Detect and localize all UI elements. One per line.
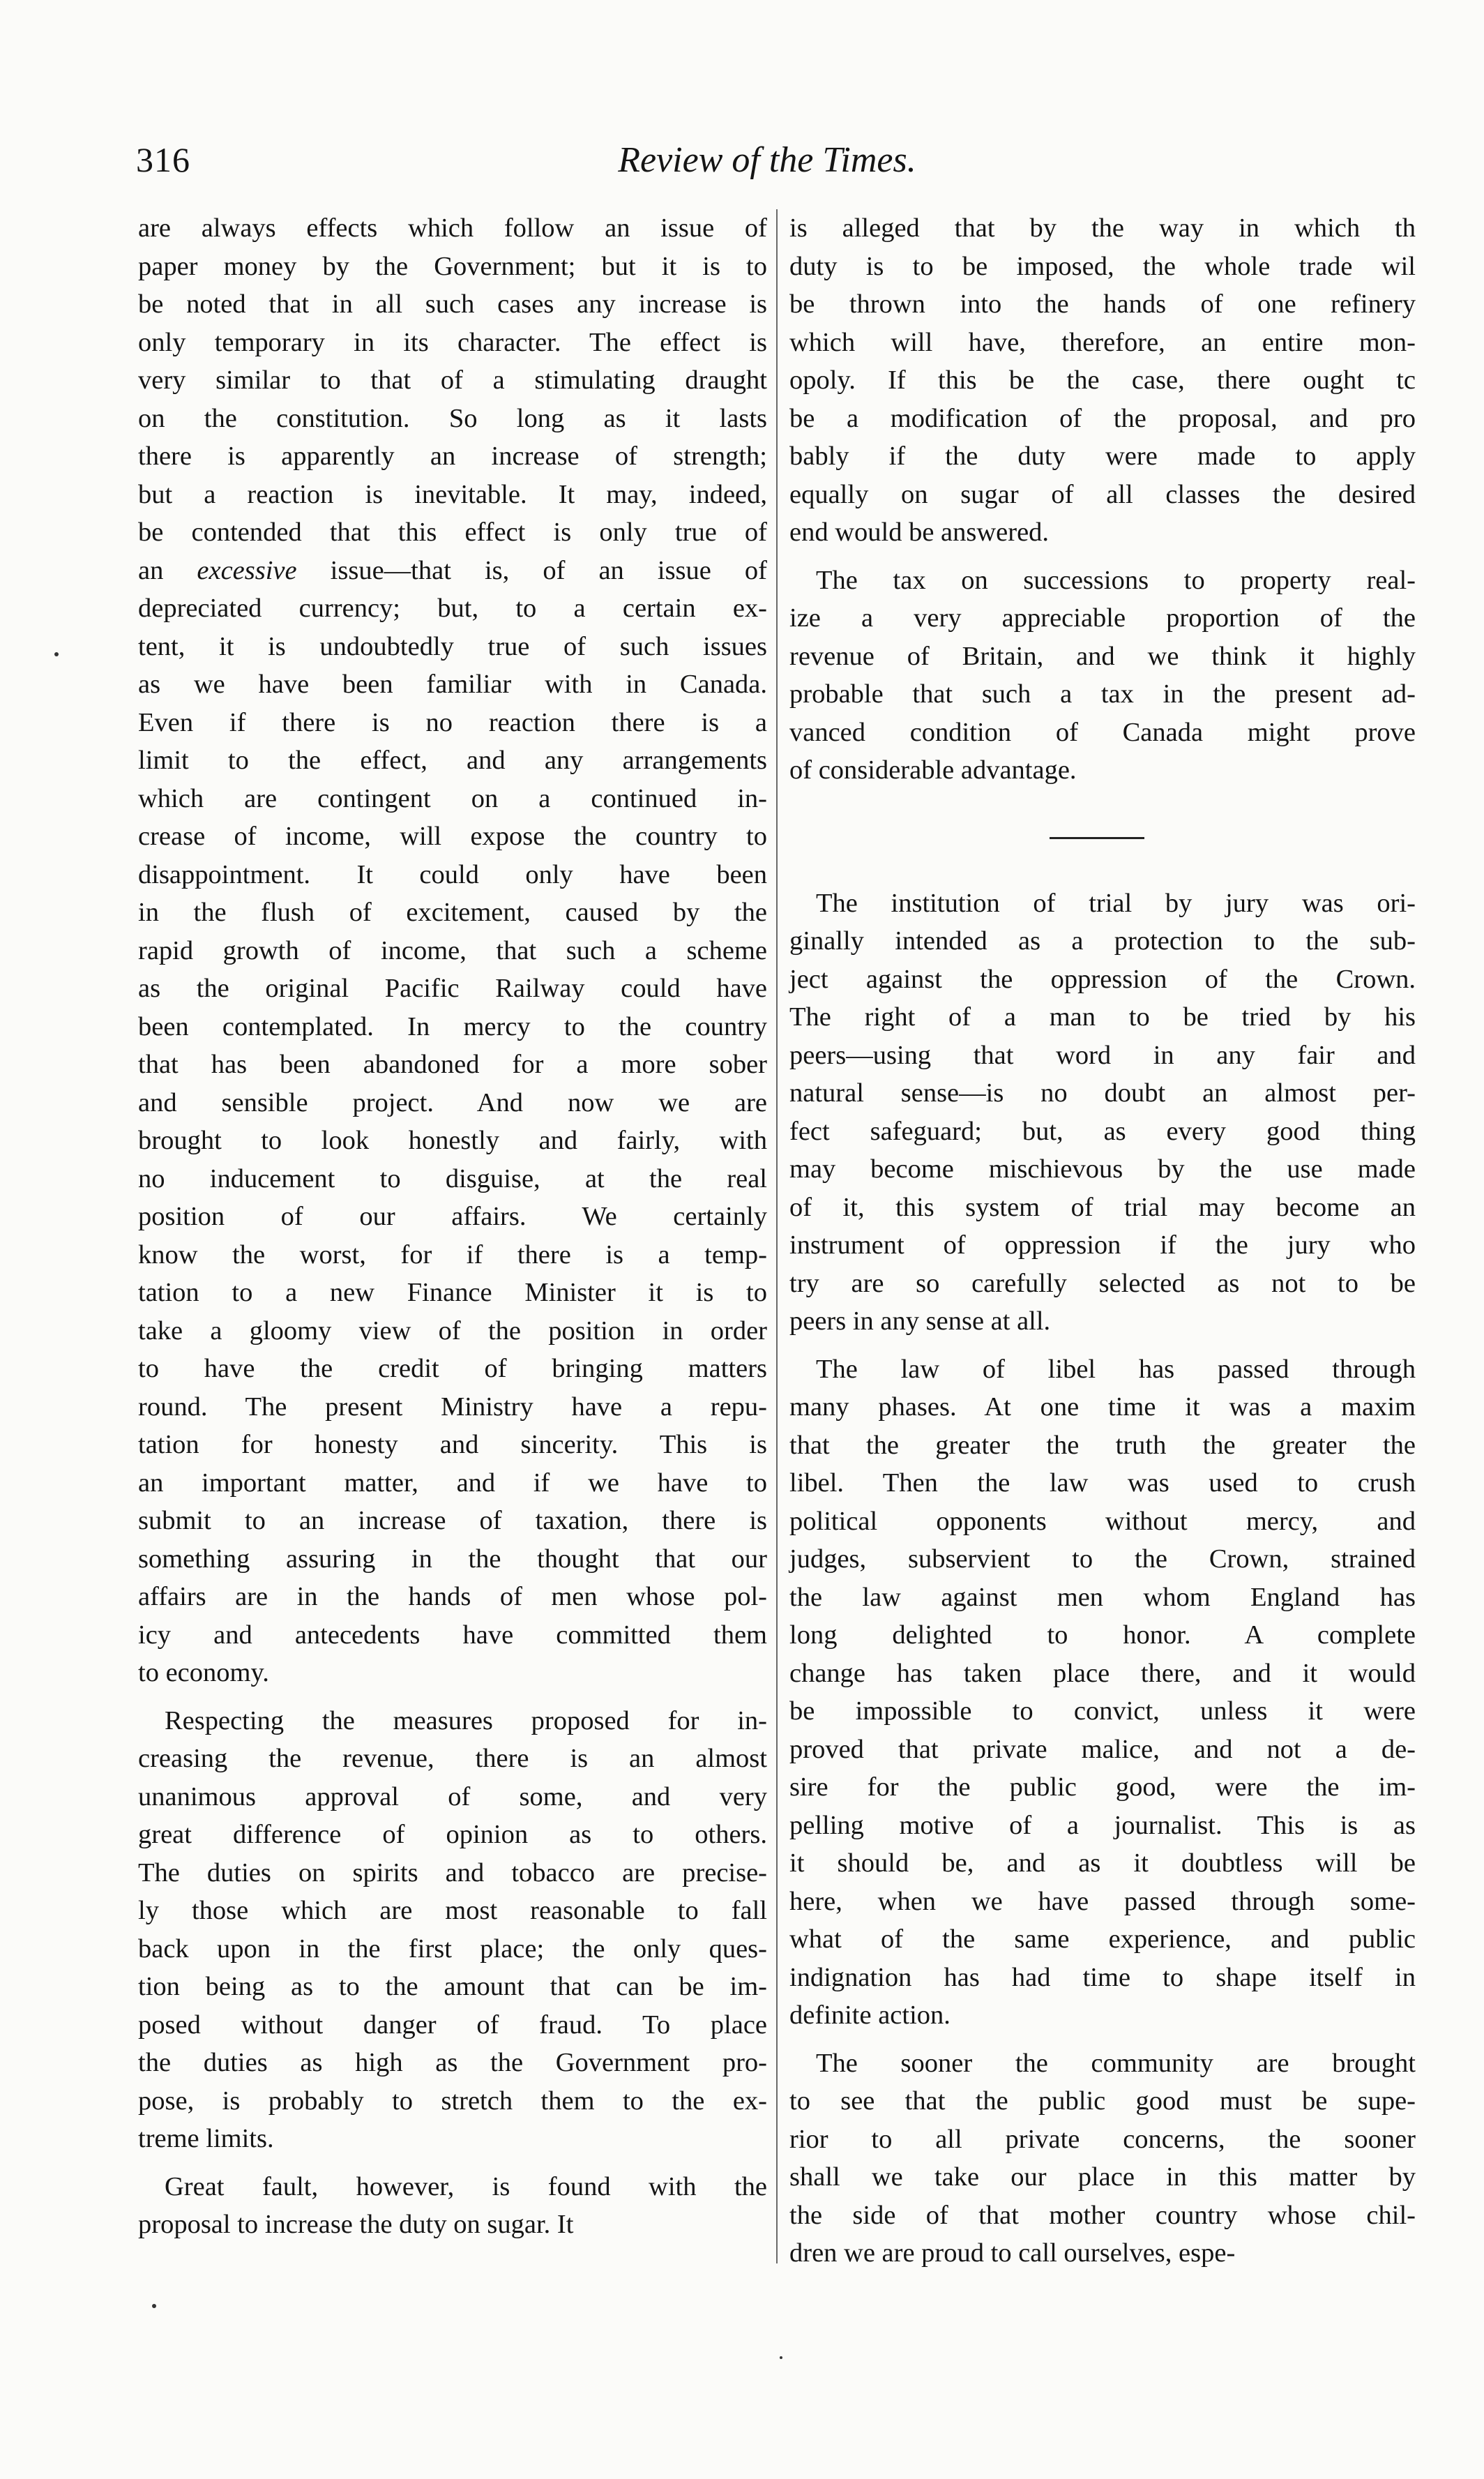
text-line: opoly. If this be the case, there ought tc	[789, 366, 1416, 395]
text-line: pelling motive of a journalist. This is as	[789, 1810, 1416, 1840]
text-line: The law of libel has passed through	[816, 1354, 1416, 1384]
text-line: The sooner the community are brought	[816, 2048, 1416, 2078]
text-line: Respecting the measures proposed for in-	[165, 1705, 767, 1735]
text-line: peers—using that word in any fair and	[789, 1040, 1416, 1070]
text-line: posed without danger of fraud. To place	[138, 2010, 767, 2040]
text-line: duty is to be imposed, the whole trade wil	[789, 251, 1416, 281]
text-line: instrument of oppression if the jury who	[789, 1230, 1416, 1260]
text-line: back upon in the first place; the only ques-	[138, 1934, 767, 1964]
text-line: round. The present Ministry have a repu-	[138, 1392, 767, 1422]
text-line: rior to all private concerns, the sooner	[789, 2124, 1416, 2154]
text-line: tation for honesty and sincerity. This is	[138, 1430, 767, 1459]
text-line: revenue of Britain, and we think it highly	[789, 641, 1416, 671]
text-line: what of the same experience, and public	[789, 1924, 1416, 1954]
text-line: many phases. At one time it was a maxim	[789, 1392, 1416, 1422]
text-line: treme limits.	[138, 2124, 274, 2153]
text-line: there is apparently an increase of strength;	[138, 442, 767, 471]
text-line: are always effects which follow an issue of	[138, 213, 767, 243]
text-line: change has taken place there, and it would	[789, 1658, 1416, 1688]
text-line: disappointment. It could only have been	[138, 859, 767, 889]
text-line: affairs are in the hands of men whose pol-	[138, 1582, 767, 1611]
text-line: be impossible to convict, unless it were	[789, 1696, 1416, 1726]
text-line: as the original Pacific Railway could have	[138, 974, 767, 1003]
text-line: ginally intended as a protection to the sub-	[789, 926, 1416, 956]
text-line: indignation has had time to shape itself in	[789, 1962, 1416, 1992]
text-line: rapid growth of income, that such a scheme	[138, 935, 767, 965]
text-line: take a gloomy view of the position in order	[138, 1316, 767, 1346]
text-line: submit to an increase of taxation, there is	[138, 1506, 767, 1535]
text-line: equally on sugar of all classes the desired	[789, 479, 1416, 509]
text-line: creasing the revenue, there is an almost	[138, 1744, 767, 1773]
text-line: bably if the duty were made to apply	[789, 442, 1416, 471]
text-line: sire for the public good, were the im-	[789, 1772, 1416, 1802]
text-line: no inducement to disguise, at the real	[138, 1163, 767, 1193]
text-line: natural sense—is no doubt an almost per-	[789, 1078, 1416, 1108]
running-head: Review of the Times.	[618, 140, 916, 180]
text-line: but a reaction is inevitable. It may, indeed,	[138, 479, 767, 509]
text-line: pose, is probably to stretch them to the ex-	[138, 2086, 767, 2116]
section-separator-rule	[789, 790, 1416, 884]
text-line: only temporary in its character. The effect is	[138, 327, 767, 357]
text-line: unanimous approval of some, and very	[138, 1781, 767, 1811]
text-line: been contemplated. In mercy to the country	[138, 1011, 767, 1041]
text-line: The right of a man to be tried by his	[789, 1002, 1416, 1032]
text-line: something assuring in the thought that our	[138, 1544, 767, 1574]
text-line: position of our affairs. We certainly	[138, 1202, 767, 1231]
text-line: limit to the effect, and any arrangements	[138, 746, 767, 775]
text-line: to have the credit of bringing matters	[138, 1354, 767, 1383]
text-line: great difference of opinion as to others.	[138, 1820, 767, 1849]
paragraph	[789, 1350, 1416, 2035]
text-line: The institution of trial by jury was ori-	[816, 888, 1416, 918]
text-line: which will have, therefore, an entire mon-	[789, 327, 1416, 357]
text-line: be noted that in all such cases any increase is	[138, 289, 767, 319]
text-line: proposal to increase the duty on sugar. It	[138, 2210, 574, 2239]
paragraph-gap	[789, 1341, 1416, 1350]
paragraph	[138, 1702, 767, 2158]
print-speck	[54, 652, 59, 656]
text-line: fect safeguard; but, as every good thing	[789, 1116, 1416, 1146]
text-line: tent, it is undoubtedly true of such issues	[138, 631, 767, 661]
text-line: try are so carefully selected as not to be	[789, 1268, 1416, 1298]
text-line: of considerable advantage.	[789, 755, 1077, 785]
text-line: probable that such a tax in the present ad-	[789, 679, 1416, 709]
text-line: on the constitution. So long as it lasts	[138, 403, 767, 433]
text-line: be a modification of the proposal, and pro	[789, 403, 1416, 433]
text-line: paper money by the Government; but it is to	[138, 251, 767, 281]
text-line: and sensible project. And now we are	[138, 1087, 767, 1117]
text-line: dren we are proud to call ourselves, espe-	[789, 2238, 1236, 2268]
text-line: libel. Then the law was used to crush	[789, 1468, 1416, 1498]
text-line: that has been abandoned for a more sober	[138, 1050, 767, 1079]
paragraph	[789, 562, 1416, 790]
text-line: political opponents without mercy, and	[789, 1506, 1416, 1536]
text-line: vanced condition of Canada might prove	[789, 717, 1416, 747]
paragraph	[789, 209, 1416, 552]
text-line: an important matter, and if we have to	[138, 1468, 767, 1498]
text-line: The duties on spirits and tobacco are precise-	[138, 1858, 767, 1887]
text-line: may become mischievous by the use made	[789, 1154, 1416, 1184]
text-line: tion being as to the amount that can be im-	[138, 1972, 767, 2001]
paragraph-gap	[138, 1692, 767, 1702]
text-line: end would be answered.	[789, 518, 1050, 547]
text-line: the law against men whom England has	[789, 1582, 1416, 1612]
text-line: depreciated currency; but, to a certain ex-	[138, 594, 767, 623]
text-line: the duties as high as the Government pro-	[138, 2048, 767, 2077]
text-line: shall we take our place in this matter by	[789, 2162, 1416, 2192]
text-line: ize a very appreciable proportion of the	[789, 603, 1416, 633]
text-line: Great fault, however, is found with the	[165, 2171, 767, 2201]
text-line: in the flush of excitement, caused by the	[138, 898, 767, 927]
paragraph-gap	[789, 552, 1416, 562]
text-line: that the greater the truth the greater the	[789, 1430, 1416, 1460]
text-line: of it, this system of trial may become an	[789, 1192, 1416, 1222]
text-line: tation to a new Finance Minister it is to	[138, 1278, 767, 1307]
text-line: know the worst, for if there is a temp-	[138, 1240, 767, 1269]
print-speck	[780, 2356, 782, 2359]
text-line: the side of that mother country whose chil-	[789, 2200, 1416, 2230]
text-line: ly those which are most reasonable to fall	[138, 1896, 767, 1925]
text-line: ject against the oppression of the Crown.	[789, 964, 1416, 994]
paragraph-gap	[138, 2158, 767, 2168]
right-column	[789, 209, 1416, 2273]
text-line: crease of income, will expose the country to	[138, 822, 767, 851]
text-line: be thrown into the hands of one refinery	[789, 289, 1416, 319]
text-line: icy and antecedents have committed them	[138, 1620, 767, 1650]
page-number: 316	[136, 140, 190, 179]
paragraph	[138, 2168, 767, 2244]
text-line: as we have been familiar with in Canada.	[138, 670, 767, 699]
text-line: definite action.	[789, 2000, 951, 2030]
text-line: The tax on successions to property real-	[816, 565, 1416, 595]
paragraph	[138, 209, 767, 1692]
print-speck	[152, 2304, 156, 2308]
left-column	[138, 209, 767, 2244]
text-line: which are contingent on a continued in-	[138, 783, 767, 813]
text-line: peers in any sense at all.	[789, 1306, 1051, 1336]
paragraph	[789, 2044, 1416, 2273]
text-line: is alleged that by the way in which th	[789, 213, 1416, 243]
text-line: be contended that this effect is only true of	[138, 518, 767, 547]
text-line: very similar to that of a stimulating draught	[138, 366, 767, 395]
text-line: long delighted to honor. A complete	[789, 1620, 1416, 1650]
paragraph	[789, 884, 1416, 1341]
text-line: Even if there is no reaction there is a	[138, 707, 767, 737]
paragraph-gap	[789, 2035, 1416, 2044]
text-line: here, when we have passed through some-	[789, 1886, 1416, 1916]
text-line: proved that private malice, and not a de-	[789, 1734, 1416, 1764]
text-line: to economy.	[138, 1658, 269, 1687]
text-line: it should be, and as it doubtless will be	[789, 1848, 1416, 1878]
column-divider	[776, 209, 778, 2263]
text-line: brought to look honestly and fairly, with	[138, 1126, 767, 1155]
text-line: to see that the public good must be supe-	[789, 2086, 1416, 2116]
page-header	[136, 140, 1398, 195]
text-line: judges, subservient to the Crown, strained	[789, 1544, 1416, 1574]
text-line: an excessive issue—that is, of an issue of	[138, 555, 767, 585]
